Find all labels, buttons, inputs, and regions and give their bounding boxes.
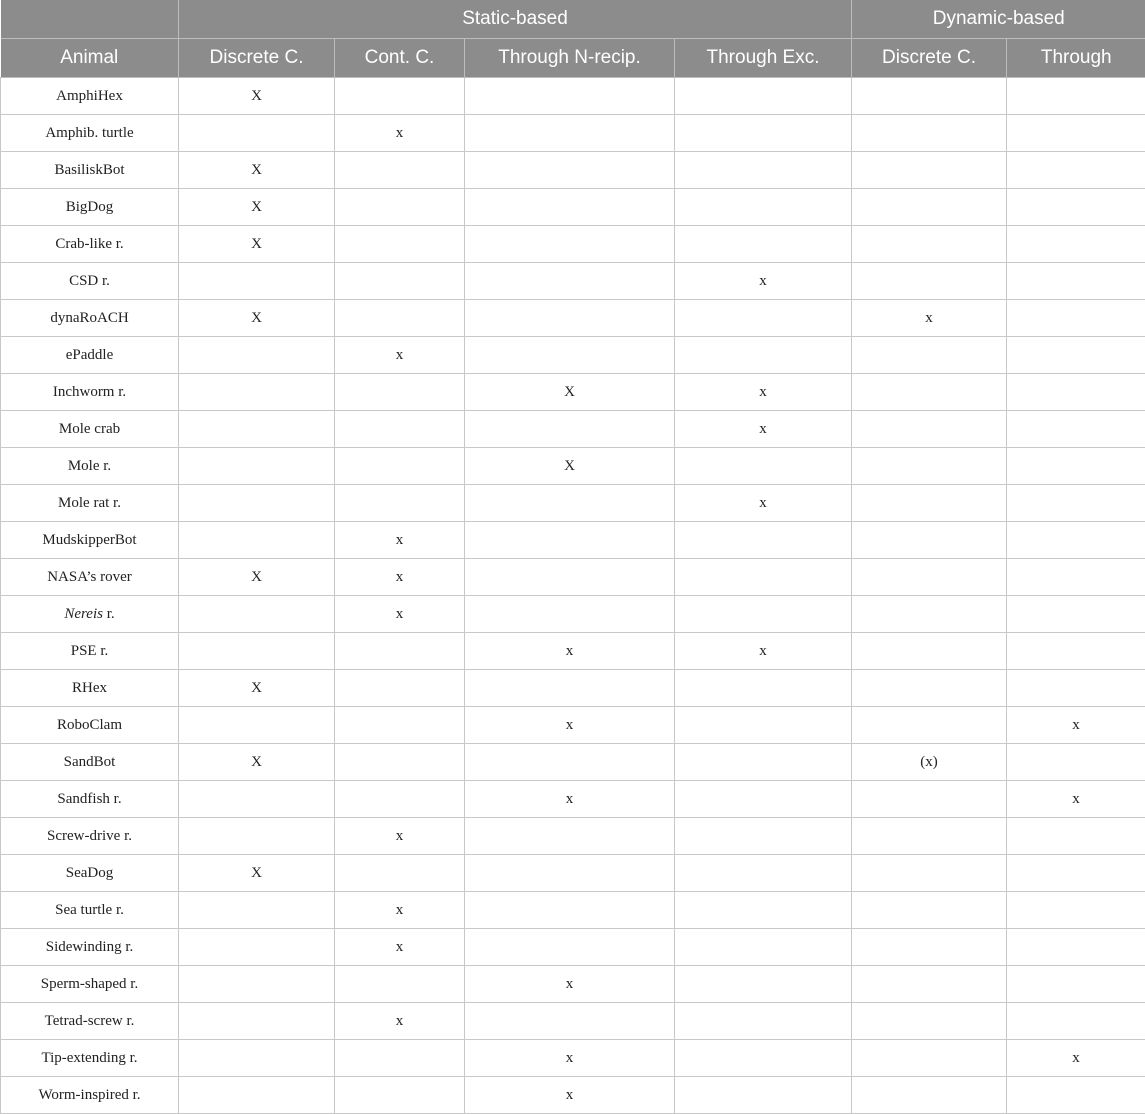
table-row: [1, 707, 1145, 744]
mark-cell-c3: [465, 152, 675, 189]
header-static-through-nrecip: Through N-recip.: [465, 39, 675, 78]
mark-cell-c2: [335, 744, 465, 781]
mark-cell-c2: [335, 411, 465, 448]
table-row: [1, 485, 1145, 522]
mark-cell-c3: [465, 226, 675, 263]
animal-cell: Screw-drive r.: [1, 818, 179, 855]
mark-cell-c6: [1007, 448, 1145, 485]
mark-cell-c3: [465, 78, 675, 115]
mark-cell-c4: [675, 818, 852, 855]
mark-cell-c1: X: [179, 78, 335, 115]
mark-cell-c4: [675, 744, 852, 781]
mark-cell-c5: [852, 189, 1007, 226]
mark-cell-c4: x: [675, 411, 852, 448]
mark-cell-c2: x: [335, 892, 465, 929]
table-row: [1, 1077, 1145, 1114]
animal-cell: AmphiHex: [1, 78, 179, 115]
mark-cell-c6: x: [1007, 707, 1145, 744]
mark-cell-c3: [465, 892, 675, 929]
mark-cell-c3: [465, 485, 675, 522]
mark-cell-c2: [335, 374, 465, 411]
animal-cell: dynaRoACH: [1, 300, 179, 337]
animal-cell: RoboClam: [1, 707, 179, 744]
mark-cell-c4: [675, 152, 852, 189]
table-row: [1, 152, 1145, 189]
mark-cell-c1: X: [179, 855, 335, 892]
mark-cell-c2: x: [335, 818, 465, 855]
mark-cell-c5: [852, 559, 1007, 596]
mark-cell-c3: X: [465, 374, 675, 411]
mark-cell-c1: [179, 818, 335, 855]
table-row: [1, 1040, 1145, 1077]
mark-cell-c1: [179, 263, 335, 300]
mark-cell-c4: x: [675, 263, 852, 300]
mark-cell-c5: [852, 707, 1007, 744]
mark-cell-c2: [335, 448, 465, 485]
mark-cell-c5: [852, 337, 1007, 374]
mark-cell-c1: [179, 448, 335, 485]
mark-cell-c6: [1007, 189, 1145, 226]
mark-cell-c2: [335, 226, 465, 263]
mark-cell-c3: x: [465, 781, 675, 818]
mark-cell-c2: [335, 633, 465, 670]
table-row: [1, 115, 1145, 152]
mark-cell-c3: x: [465, 707, 675, 744]
mark-cell-c6: [1007, 818, 1145, 855]
mark-cell-c4: x: [675, 485, 852, 522]
table-row: [1, 559, 1145, 596]
mark-cell-c1: [179, 781, 335, 818]
mark-cell-c4: [675, 522, 852, 559]
header-static-based: Static-based: [179, 0, 852, 39]
header-static-discrete: Discrete C.: [179, 39, 335, 78]
mark-cell-c6: [1007, 1077, 1145, 1114]
mark-cell-c1: [179, 411, 335, 448]
table-row: [1, 818, 1145, 855]
mark-cell-c3: [465, 596, 675, 633]
mark-cell-c1: [179, 1003, 335, 1040]
mark-cell-c2: [335, 189, 465, 226]
mark-cell-c4: [675, 448, 852, 485]
mark-cell-c3: x: [465, 966, 675, 1003]
mark-cell-c6: [1007, 337, 1145, 374]
mark-cell-c4: [675, 337, 852, 374]
mark-cell-c6: [1007, 966, 1145, 1003]
mark-cell-c4: [675, 78, 852, 115]
animal-cell: Sperm-shaped r.: [1, 966, 179, 1003]
table-header: [1, 0, 1145, 78]
mark-cell-c6: [1007, 670, 1145, 707]
mark-cell-c2: [335, 966, 465, 1003]
mark-cell-c3: [465, 300, 675, 337]
mark-cell-c1: [179, 1077, 335, 1114]
animal-cell: Mole r.: [1, 448, 179, 485]
mark-cell-c5: [852, 411, 1007, 448]
animal-cell: Amphib. turtle: [1, 115, 179, 152]
mark-cell-c5: [852, 263, 1007, 300]
mark-cell-c5: [852, 522, 1007, 559]
mark-cell-c5: [852, 670, 1007, 707]
mark-cell-c6: [1007, 929, 1145, 966]
table-row: [1, 411, 1145, 448]
mark-cell-c6: [1007, 152, 1145, 189]
mark-cell-c6: [1007, 485, 1145, 522]
header-group-row: [1, 0, 1145, 39]
mark-cell-c4: [675, 1077, 852, 1114]
header-empty-cell: [1, 0, 179, 39]
animal-cell: [1, 596, 179, 633]
animal-cell: Tip-extending r.: [1, 1040, 179, 1077]
animal-cell: Mole rat r.: [1, 485, 179, 522]
mark-cell-c2: [335, 707, 465, 744]
animal-cell: Sea turtle r.: [1, 892, 179, 929]
mark-cell-c3: x: [465, 1040, 675, 1077]
mark-cell-c4: [675, 300, 852, 337]
mark-cell-c2: [335, 855, 465, 892]
mark-cell-c6: [1007, 374, 1145, 411]
animal-name-italic: Nereis: [64, 606, 103, 622]
mark-cell-c1: [179, 337, 335, 374]
mark-cell-c4: [675, 596, 852, 633]
mark-cell-c1: [179, 966, 335, 1003]
animal-cell: BigDog: [1, 189, 179, 226]
table-row: [1, 1003, 1145, 1040]
table-row: [1, 226, 1145, 263]
table-row: [1, 78, 1145, 115]
mark-cell-c1: [179, 929, 335, 966]
mark-cell-c4: [675, 707, 852, 744]
mark-cell-c1: X: [179, 226, 335, 263]
mark-cell-c4: [675, 855, 852, 892]
mark-cell-c4: [675, 670, 852, 707]
mark-cell-c5: [852, 892, 1007, 929]
table-row: [1, 781, 1145, 818]
table-row: [1, 596, 1145, 633]
table-row: [1, 374, 1145, 411]
mark-cell-c1: X: [179, 559, 335, 596]
mark-cell-c4: x: [675, 374, 852, 411]
table-row: [1, 337, 1145, 374]
mark-cell-c3: [465, 855, 675, 892]
mark-cell-c5: [852, 818, 1007, 855]
animal-cell: Inchworm r.: [1, 374, 179, 411]
table-row: [1, 929, 1145, 966]
mark-cell-c6: [1007, 633, 1145, 670]
mark-cell-c6: [1007, 263, 1145, 300]
table-row: [1, 670, 1145, 707]
header-static-through-exc: Through Exc.: [675, 39, 852, 78]
mark-cell-c3: [465, 929, 675, 966]
mark-cell-c6: [1007, 411, 1145, 448]
table-row: [1, 300, 1145, 337]
table-row: [1, 744, 1145, 781]
mark-cell-c3: [465, 744, 675, 781]
mark-cell-c2: [335, 152, 465, 189]
mark-cell-c6: [1007, 596, 1145, 633]
mark-cell-c4: [675, 1003, 852, 1040]
animal-cell: Sidewinding r.: [1, 929, 179, 966]
table-row: [1, 522, 1145, 559]
mark-cell-c6: [1007, 855, 1145, 892]
mark-cell-c1: [179, 707, 335, 744]
mark-cell-c2: x: [335, 522, 465, 559]
mark-cell-c5: [852, 1003, 1007, 1040]
mark-cell-c1: [179, 633, 335, 670]
mark-cell-c3: [465, 670, 675, 707]
mark-cell-c4: [675, 1040, 852, 1077]
animal-cell: SeaDog: [1, 855, 179, 892]
mark-cell-c4: [675, 892, 852, 929]
mark-cell-c1: [179, 485, 335, 522]
mark-cell-c2: [335, 670, 465, 707]
header-dynamic-through: Through: [1007, 39, 1145, 78]
mark-cell-c4: [675, 226, 852, 263]
mark-cell-c5: [852, 485, 1007, 522]
animal-cell: MudskipperBot: [1, 522, 179, 559]
animal-cell: Worm-inspired r.: [1, 1077, 179, 1114]
mark-cell-c5: [852, 596, 1007, 633]
header-animal: Animal: [1, 39, 179, 78]
mark-cell-c6: [1007, 300, 1145, 337]
mark-cell-c5: [852, 966, 1007, 1003]
mark-cell-c1: [179, 522, 335, 559]
animal-cell: RHex: [1, 670, 179, 707]
table-row: [1, 448, 1145, 485]
mark-cell-c6: [1007, 226, 1145, 263]
mark-cell-c5: [852, 115, 1007, 152]
mark-cell-c6: [1007, 1003, 1145, 1040]
mark-cell-c2: x: [335, 115, 465, 152]
mark-cell-c1: X: [179, 670, 335, 707]
mark-cell-c2: [335, 263, 465, 300]
mark-cell-c2: x: [335, 929, 465, 966]
animal-cell: PSE r.: [1, 633, 179, 670]
mark-cell-c2: x: [335, 1003, 465, 1040]
mark-cell-c3: [465, 522, 675, 559]
mark-cell-c1: X: [179, 189, 335, 226]
table-row: [1, 966, 1145, 1003]
mark-cell-c4: [675, 559, 852, 596]
animal-cell: CSD r.: [1, 263, 179, 300]
mark-cell-c2: [335, 1077, 465, 1114]
mark-cell-c2: x: [335, 596, 465, 633]
mark-cell-c1: [179, 115, 335, 152]
animal-cell: Crab-like r.: [1, 226, 179, 263]
animal-cell: ePaddle: [1, 337, 179, 374]
mark-cell-c1: X: [179, 152, 335, 189]
mark-cell-c1: X: [179, 744, 335, 781]
mark-cell-c4: [675, 189, 852, 226]
table-row: [1, 189, 1145, 226]
mark-cell-c2: x: [335, 337, 465, 374]
mark-cell-c5: [852, 78, 1007, 115]
mark-cell-c1: [179, 1040, 335, 1077]
mark-cell-c3: [465, 411, 675, 448]
table-row: [1, 263, 1145, 300]
animal-cell: SandBot: [1, 744, 179, 781]
header-dynamic-discrete: Discrete C.: [852, 39, 1007, 78]
mark-cell-c5: [852, 781, 1007, 818]
mark-cell-c4: [675, 929, 852, 966]
mark-cell-c5: [852, 633, 1007, 670]
mark-cell-c2: [335, 1040, 465, 1077]
mark-cell-c6: [1007, 744, 1145, 781]
table-row: [1, 855, 1145, 892]
mark-cell-c3: X: [465, 448, 675, 485]
mark-cell-c2: [335, 781, 465, 818]
header-dynamic-based: Dynamic-based: [852, 0, 1145, 39]
animal-cell: Tetrad-screw r.: [1, 1003, 179, 1040]
mark-cell-c1: [179, 892, 335, 929]
mark-cell-c4: [675, 781, 852, 818]
animal-cell: BasiliskBot: [1, 152, 179, 189]
mark-cell-c6: x: [1007, 1040, 1145, 1077]
mark-cell-c5: [852, 374, 1007, 411]
table-row: [1, 633, 1145, 670]
table-body: [1, 78, 1145, 1114]
mark-cell-c5: [852, 152, 1007, 189]
header-column-row: [1, 39, 1145, 78]
mark-cell-c3: [465, 115, 675, 152]
mark-cell-c3: [465, 818, 675, 855]
mark-cell-c1: [179, 374, 335, 411]
mark-cell-c2: [335, 485, 465, 522]
mark-cell-c5: [852, 855, 1007, 892]
mark-cell-c4: [675, 115, 852, 152]
mark-cell-c3: [465, 337, 675, 374]
mark-cell-c6: [1007, 559, 1145, 596]
mark-cell-c6: [1007, 522, 1145, 559]
mark-cell-c5: [852, 448, 1007, 485]
mark-cell-c5: x: [852, 300, 1007, 337]
mark-cell-c4: [675, 966, 852, 1003]
mark-cell-c5: [852, 1040, 1007, 1077]
mark-cell-c3: [465, 559, 675, 596]
animal-cell: NASA’s rover: [1, 559, 179, 596]
table-row: [1, 892, 1145, 929]
mark-cell-c3: [465, 1003, 675, 1040]
mark-cell-c5: [852, 226, 1007, 263]
mark-cell-c6: [1007, 115, 1145, 152]
mark-cell-c2: x: [335, 559, 465, 596]
mark-cell-c3: x: [465, 1077, 675, 1114]
mark-cell-c3: [465, 189, 675, 226]
mark-cell-c1: [179, 596, 335, 633]
mark-cell-c6: [1007, 892, 1145, 929]
mark-cell-c2: [335, 78, 465, 115]
mark-cell-c3: [465, 263, 675, 300]
mark-cell-c6: [1007, 78, 1145, 115]
mark-cell-c6: x: [1007, 781, 1145, 818]
mark-cell-c2: [335, 300, 465, 337]
mark-cell-c1: X: [179, 300, 335, 337]
animal-name-suffix: r.: [103, 606, 115, 622]
mark-cell-c5: [852, 1077, 1007, 1114]
animal-cell: Mole crab: [1, 411, 179, 448]
header-static-cont: Cont. C.: [335, 39, 465, 78]
mark-cell-c3: x: [465, 633, 675, 670]
animal-cell: Sandfish r.: [1, 781, 179, 818]
mark-cell-c5: (x): [852, 744, 1007, 781]
mark-cell-c4: x: [675, 633, 852, 670]
mark-cell-c5: [852, 929, 1007, 966]
